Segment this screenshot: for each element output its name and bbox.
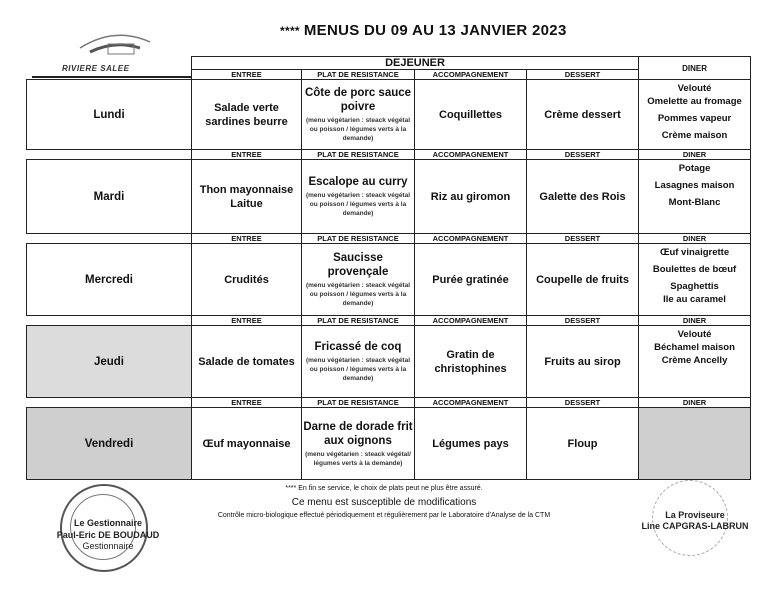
day-label: Mercredi	[27, 244, 192, 316]
col-diner: DINER	[639, 150, 751, 160]
accompagnement-cell: Légumes pays	[415, 408, 527, 480]
footnote-modifications: Ce menu est susceptible de modifications	[291, 497, 477, 508]
col-plat: PLAT DE RESISTANCE	[302, 150, 415, 160]
col-plat: PLAT DE RESISTANCE	[302, 70, 415, 80]
entree-cell: Œuf mayonnaise	[192, 408, 302, 480]
col-accompagnement: ACCOMPAGNEMENT	[415, 150, 527, 160]
gestionnaire-stamp	[60, 484, 148, 572]
col-accompagnement: ACCOMPAGNEMENT	[415, 398, 527, 408]
diner-cell	[639, 408, 751, 480]
accompagnement-cell: Purée gratinée	[415, 244, 527, 316]
col-dessert: DESSERT	[527, 398, 639, 408]
diner-cell: Œuf vinaigrette Boulettes de bœuf Spaghettis Ile au caramel	[639, 244, 751, 316]
dessert-cell: Coupelle de fruits	[527, 244, 639, 316]
col-dessert: DESSERT	[527, 234, 639, 244]
dessert-cell: Fruits au sirop	[527, 326, 639, 398]
proviseure-name: Line CAPGRAS-LABRUN	[641, 521, 749, 531]
col-accompagnement: ACCOMPAGNEMENT	[415, 234, 527, 244]
entree-cell: Thon mayonnaise Laitue	[192, 160, 302, 234]
dessert-cell: Galette des Rois	[527, 160, 639, 234]
row-mardi	[27, 160, 751, 234]
gestionnaire-role: Le Gestionnaire	[73, 518, 143, 528]
col-plat: PLAT DE RESISTANCE	[302, 316, 415, 326]
col-accompagnement: ACCOMPAGNEMENT	[415, 316, 527, 326]
diner-cell: Potage Lasagnes maison Mont-Blanc	[639, 160, 751, 234]
plat-cell: Darne de dorade frit aux oignons (menu végétarien : steack végétal/ légumes verts à la demande)	[302, 408, 415, 480]
diner-cell: Velouté Omelette au fromage Pommes vapeur Crème maison	[639, 80, 751, 150]
diner-cell: Velouté Béchamel maison Crème Ancelly	[639, 326, 751, 398]
footnote-controle: Contrôle micro-biologique effectué périodiquement et régulièrement par le Laboratoire d'Analyse de la CTM	[217, 512, 551, 519]
col-entree: ENTREE	[192, 398, 302, 408]
proviseure-role: La Proviseure	[665, 510, 725, 520]
gestionnaire-name: Paul-Eric DE BOUDAUD	[56, 530, 160, 540]
row-jeudi	[27, 326, 751, 398]
row-vendredi	[27, 408, 751, 480]
menu-table	[26, 56, 751, 480]
accompagnement-cell: Coquillettes	[415, 80, 527, 150]
col-entree: ENTREE	[192, 150, 302, 160]
accompagnement-cell: Gratin de christophines	[415, 326, 527, 398]
accompagnement-cell: Riz au giromon	[415, 160, 527, 234]
entree-cell: Salade de tomates	[192, 326, 302, 398]
day-label: Mardi	[27, 160, 192, 234]
entree-cell: Salade verte sardines beurre	[192, 80, 302, 150]
row-lundi	[27, 80, 751, 150]
col-diner: DINER	[639, 234, 751, 244]
col-entree: ENTREE	[192, 316, 302, 326]
row-mercredi	[27, 244, 751, 316]
header-dejeuner: DEJEUNER	[192, 57, 639, 70]
day-label: Jeudi	[27, 326, 192, 398]
school-name: RIVIERE SALEE	[32, 64, 192, 78]
plat-cell: Saucisse provençale (menu végétarien : steack végétal ou poisson / légumes verts à la demande)	[302, 244, 415, 316]
dessert-cell: Floup	[527, 408, 639, 480]
day-label: Vendredi	[27, 408, 192, 480]
entree-cell: Crudités	[192, 244, 302, 316]
day-label: Lundi	[27, 80, 192, 150]
col-entree: ENTREE	[192, 70, 302, 80]
plat-cell: Fricassé de coq (menu végétarien : steack végétal ou poisson / légumes verts à la demande)	[302, 326, 415, 398]
col-diner: DINER	[639, 398, 751, 408]
col-dessert: DESSERT	[527, 150, 639, 160]
col-diner: DINER	[639, 316, 751, 326]
dessert-cell: Crème dessert	[527, 80, 639, 150]
title-text: MENUS DU 09 AU 13 JANVIER 2023	[303, 22, 567, 39]
header-diner: DINER	[639, 57, 751, 80]
page-title	[280, 22, 567, 39]
footnote-service: **** En fin se service, le choix de plats peut ne plus être assuré.	[285, 485, 483, 492]
col-plat: PLAT DE RESISTANCE	[302, 398, 415, 408]
plat-cell: Escalope au curry (menu végétarien : steack végétal ou poisson / légumes verts à la demande)	[302, 160, 415, 234]
col-dessert: DESSERT	[527, 70, 639, 80]
plat-cell: Côte de porc sauce poivre (menu végétarien : steack végétal ou poisson / légumes verts à la demande)	[302, 80, 415, 150]
gestionnaire-title: Gestionnaire	[82, 541, 134, 551]
col-accompagnement: ACCOMPAGNEMENT	[415, 70, 527, 80]
title-stars: ****	[280, 24, 300, 39]
col-dessert: DESSERT	[527, 316, 639, 326]
col-plat: PLAT DE RESISTANCE	[302, 234, 415, 244]
col-entree: ENTREE	[192, 234, 302, 244]
